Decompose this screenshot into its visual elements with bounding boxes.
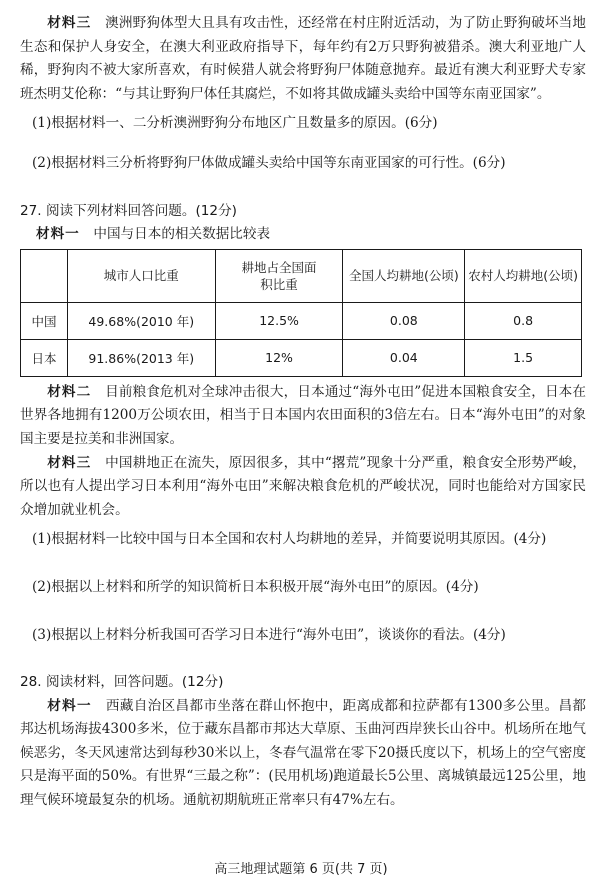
page-footer: 高三地理试题第 6 页(共 7 页) bbox=[214, 862, 388, 877]
table-cell: 0.08 bbox=[343, 302, 465, 339]
comparison-table bbox=[20, 249, 582, 377]
q26-material-3 bbox=[20, 12, 586, 106]
q28-material-1 bbox=[20, 695, 586, 813]
table-cell: 12.5% bbox=[215, 302, 343, 339]
table-cell: 12% bbox=[215, 339, 343, 376]
table-header-cell: 城市人口比重 bbox=[67, 249, 215, 302]
table-header-cell: 耕地占全国面积比重 bbox=[215, 249, 343, 302]
table-header-cell: 全国人均耕地(公顷) bbox=[343, 249, 465, 302]
material-label: 材料三 bbox=[47, 15, 92, 31]
table-header-cell bbox=[21, 249, 68, 302]
table-row bbox=[21, 339, 582, 376]
table-header-row bbox=[21, 249, 582, 302]
table-cell: 49.68%(2010 年) bbox=[67, 302, 215, 339]
q26-subquestion-1: (1)根据材料一、二分析澳洲野狗分布地区广且数量多的原因。(6分) bbox=[32, 115, 438, 132]
table-cell: 0.8 bbox=[465, 302, 582, 339]
material-text: 西藏自治区昌都市坐落在群山怀抱中，距离成都和拉萨都有1300多公里。昌都邦达机场海拔4300多米，位于藏东昌都市邦达大草原、玉曲河西岸狭长山谷中。机场所在地气候恶劣，冬天风速常达到每秒30米以上，冬春气温常在零下20摄氏度以下，机场上的空气密度只是海平面的50%。有世界“三最之称”：(民用机场)跑道最长5公里、离城镇最远125公里，地理气候环境最复杂的机场。通航初期航班正常率只有47%左右。 bbox=[20, 697, 587, 809]
material-text: 中国耕地正在流失，原因很多，其中“撂荒”现象十分严重，粮食安全形势严峻，所以也有人提出学习日本利用“海外屯田”来解决粮食危机的严峻状况，同时也能给对方国家民众增加就业机会。 bbox=[20, 454, 587, 518]
q28-title: 28. 阅读材料，回答问题。(12分) bbox=[20, 674, 224, 691]
table-cell: 中国 bbox=[21, 302, 68, 339]
table-cell: 日本 bbox=[21, 339, 68, 376]
q27-material-3 bbox=[20, 452, 586, 523]
q27-subquestion-3: (3)根据以上材料分析我国可否学习日本进行“海外屯田”，谈谈你的看法。(4分) bbox=[32, 626, 506, 643]
q27-subquestion-1: (1)根据材料一比较中国与日本全国和农村人均耕地的差异，并简要说明其原因。(4分) bbox=[32, 531, 547, 548]
q27-material-2 bbox=[20, 381, 586, 452]
table-cell: 0.04 bbox=[343, 339, 465, 376]
q27-subquestion-2: (2)根据以上材料和所学的知识简析日本积极开展“海外屯田”的原因。(4分) bbox=[32, 578, 479, 595]
table-cell: 1.5 bbox=[465, 339, 582, 376]
material-text: 目前粮食危机对全球冲击很大，日本通过“海外屯田”促进本国粮食安全，日本在世界各地拥有1200万公顷农田，相当于日本国内农田面积的3倍左右。日本“海外屯田”的对象国主要是拉美和非洲国家。 bbox=[20, 383, 587, 447]
q26-subquestion-2: (2)根据材料三分析将野狗尸体做成罐头卖给中国等东南亚国家的可行性。(6分) bbox=[32, 154, 506, 171]
table-header-cell: 农村人均耕地(公顷) bbox=[465, 249, 582, 302]
q27-title: 27. 阅读下列材料回答问题。(12分) bbox=[20, 202, 237, 219]
exam-page bbox=[20, 12, 586, 813]
table-caption: 中国与日本的相关数据比较表 bbox=[93, 226, 271, 243]
q27-material-1-caption bbox=[20, 223, 586, 247]
material-label: 材料一 bbox=[47, 697, 92, 714]
material-label: 材料二 bbox=[47, 383, 92, 400]
material-label: 材料一 bbox=[36, 226, 80, 243]
material-text: 澳洲野狗体型大且具有攻击性，还经常在村庄附近活动，为了防止野狗破坏当地生态和保护人身安全，在澳大利亚政府指导下，每年约有2万只野狗被猎杀。澳大利亚地广人稀，野狗肉不被大家所喜欢，有时候猎人就会将野狗尸体随意抛弃。最近有澳大利亚野犬专家班杰明艾伦称：“与其让野狗尸体任其腐烂，不如将其做成罐头卖给中国等东南亚国家”。 bbox=[20, 15, 587, 102]
material-label: 材料三 bbox=[47, 454, 92, 471]
table-row bbox=[21, 302, 582, 339]
table-cell: 91.86%(2013 年) bbox=[67, 339, 215, 376]
